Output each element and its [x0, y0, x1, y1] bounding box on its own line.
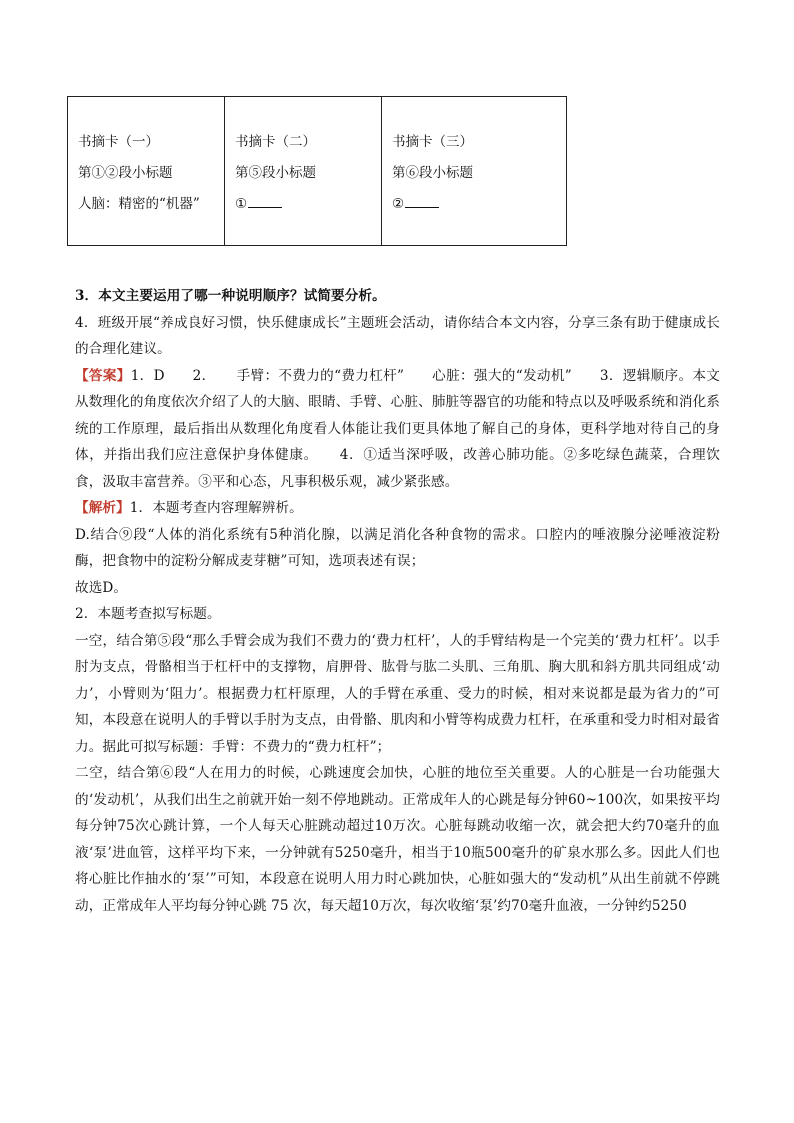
- body-text: [75, 283, 720, 919]
- card-1-para: 第①②段小标题: [78, 165, 173, 181]
- answer-text: 1．D 2． 手臂：不费力的“费力杠杆” 心脏：强大的“发动机” 3．逻辑顺序。本文从数理化的角度依次介绍了人的大脑、眼睛、手臂、心脏、肺脏等器官的功能和特点以及呼吸系统和消化系统的工作原理，最后指出从数理化角度看人体能让我们更具体地了解自己的身体，更科学地对待自己的身体，并指出我们应注意保护身体健康。 4．①适当深呼吸，改善心肺功能。②多吃绿色蔬菜，合理饮食，汲取丰富营养。③平和心态，凡事积极乐观，减少紧张感。: [75, 367, 720, 490]
- card-1: [68, 97, 225, 246]
- analysis-option-d: D.结合⑨段“人体的消化系统有5种消化腺，以满足消化各种食物的需求。口腔内的唾液腺分泌唾液淀粉酶，把食物中的淀粉分解成麦芽糖”可知，选项表述有误；: [75, 526, 720, 569]
- analysis-blank-1: 一空，结合第⑤段“那么手臂会成为我们不费力的‘费力杠杆’，人的手臂结构是一个完美的‘费力杠杆’。以手肘为支点，骨骼相当于杠杆中的支撑物，肩胛骨、肱骨与肱二头肌、三角肌、胸大肌和斜方肌共同组成‘动力’，小臂则为‘阻力’。根据费力杠杆原理，人的手臂在承重、受力的时候，相对来说都是最为省力的”可知，本段意在说明人的手臂以手肘为支点，由骨骼、肌肉和小臂等构成费力杠杆，在承重和受力时相对最省力。据此可拟写标题：手臂：不费力的“费力杠杆”；: [75, 632, 720, 755]
- answer-block: [75, 363, 720, 496]
- analysis-choose: 故选D。: [75, 579, 128, 596]
- card-2-para: 第⑤段小标题: [235, 165, 316, 181]
- card-3-blank-line[interactable]: [405, 193, 439, 208]
- answer-label: 【答案】: [75, 367, 131, 384]
- book-excerpt-table: [67, 96, 567, 246]
- card-1-title: 书摘卡（一）: [78, 134, 159, 150]
- analysis-1: 1．本题考查内容理解辨析。: [129, 500, 303, 516]
- card-1-content: 人脑：精密的“机器”: [78, 196, 200, 212]
- analysis-2: 2．本题考查拟写标题。: [75, 606, 221, 622]
- card-3-para: 第⑥段小标题: [392, 165, 473, 181]
- question-4: 4．班级开展“养成良好习惯，快乐健康成长”主题班会活动，请你结合本文内容，分享三条有助于健康成长的合理化建议。: [75, 314, 720, 357]
- card-2-title: 书摘卡（二）: [235, 134, 316, 150]
- card-2-content-row: [235, 189, 381, 220]
- analysis-label: 【解析】: [75, 500, 130, 516]
- card-3-content: ②: [392, 196, 405, 212]
- card-2: [225, 97, 382, 246]
- analysis-blank-2: 二空，结合第⑥段“人在用力的时候，心跳速度会加快，心脏的地位至关重要。人的心脏是一台功能强大的‘发动机’，从我们出生之前就开始一刻不停地跳动。正常成年人的心跳是每分钟60~100次，如果按平均每分钟75次心跳计算，一个人每天心脏跳动超过10万次。心脏每跳动收缩一次，就会把大约70毫升的血液‘泵’进血管，这样平均下来，一分钟就有5250毫升，相当于10瓶500毫升的矿泉水那么多。因此人们也将心脏比作抽水的‘泵’”可知，本段意在说明人用力时心跳加快，心脏如强大的“发动机”从出生前就不停跳动，正常成年人平均每分钟心跳 75 次，每天超10万次，每次收缩‘泵’约70毫升血液，一分钟约5250: [75, 765, 720, 914]
- card-2-content: ①: [235, 196, 248, 212]
- question-3: 3．本文主要运用了哪一种说明顺序？试简要分析。: [75, 288, 386, 304]
- analysis-block: [75, 495, 720, 522]
- card-3-title: 书摘卡（三）: [392, 134, 473, 150]
- card-3-content-row: [392, 189, 566, 220]
- card-2-blank-line[interactable]: [248, 193, 282, 208]
- card-3: [382, 97, 567, 246]
